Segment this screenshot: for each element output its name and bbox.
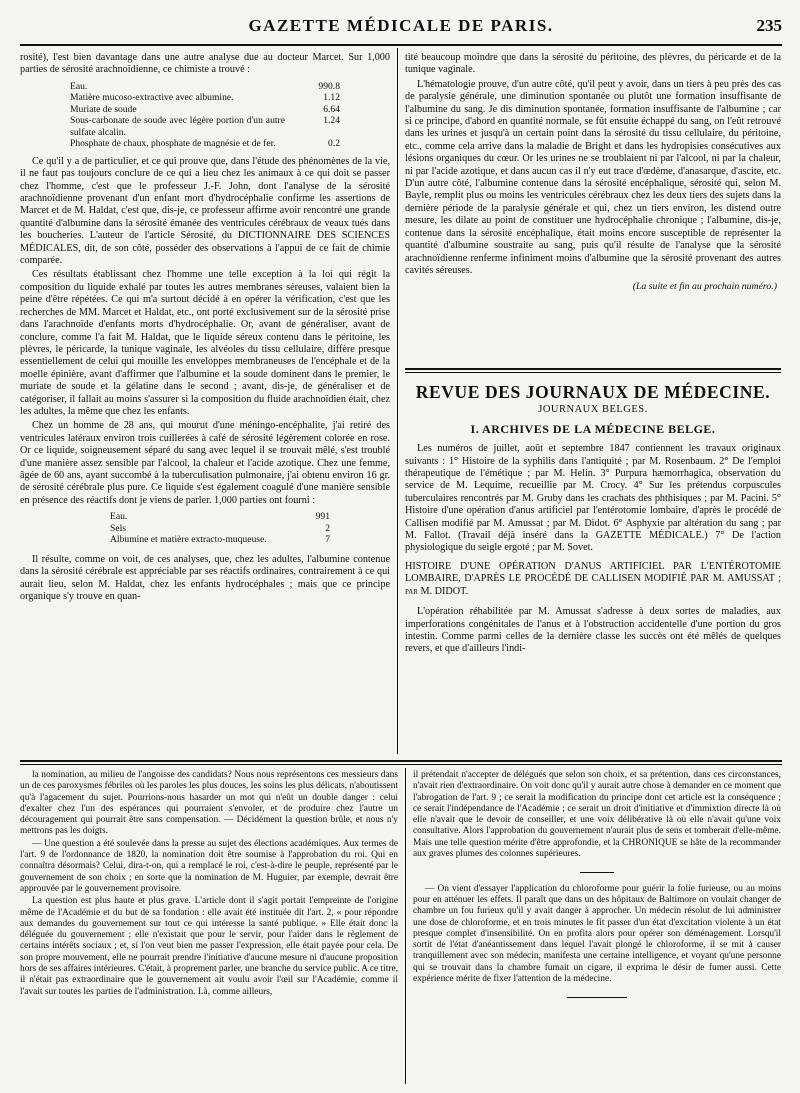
table-value: 0.2 [328, 138, 340, 150]
paragraph: — Une question a été soulevée dans la presse au sujet des élections académiques. Aux termes de l'art. 9 de l'ordonnance de 1820, la nomination doit être soumise à l'approbation du roi. Qui en connaîtra désormais? Celui, dira-t-on, qui a remplacé le roi, c'est-à-dire le peuple, représenté par le gouvernement de son choix ; en sorte que la nomination de M. Huguier, par exemple, devrait être approuvée par le gouvernement provisoire. [20, 838, 398, 894]
table-row [70, 115, 340, 138]
article-title: HISTOIRE D'UNE OPÉRATION D'ANUS ARTIFICIEL PAR L'ENTÉROTOMIE LOMBAIRE, D'APRÈS LE PROCÉDÉ DE CALLISEN MODIFIÉ PAR M. AMUSSAT ; par M. DIDOT. [405, 560, 781, 597]
paragraph: Ces résultats établissant chez l'homme une telle exception à la loi qui régit la composition du liquide exhalé par toutes les autres membranes séreuses, valaient bien la peine d'être répétées. Ce qui m'a surtout décidé à en opérer la vérification, c'est que les recherches de MM. Marcet et Haldat, etc., ont porté exclusivement sur de la sérosité prise dans l'arachnoïde d'enfants morts d'hydrocéphalie. Or, avant de généraliser, avant de conclure, comme l'a fait M. Haldat, que le liquide séreux contenu dans le péritoine, les plèvres, le péricarde, la tunique vaginale, les alvéoles du tissu cellulaire, diffère presque essentiellement de celui qui mouille les enveloppes membraneuses de l'encéphale et de la moelle épinière, avant d'affirmer que l'albumine et la soude dominent dans le premier, le muriate de soude et la gélatine dans le second ; avant, dis-je, de généraliser et de catégoriser, il fallait au moins s'assurer si la composition du fluide arachnoïdien était, chez les adultes, la même que chez les enfants. [20, 269, 390, 417]
paragraph: L'opération réhabilitée par M. Amussat s'adresse à deux sortes de maladies, aux imperforations congénitales de l'anus et à l'obstruction accidentelle d'une portion du gros intestin. Comme parmi celles de la dernière classe les succès ont été mêlés de quelques revers, et que d'ailleurs l'indi- [405, 606, 781, 655]
chronicle-rule [20, 760, 782, 762]
journal-title: GAZETTE MÉDICALE DE PARIS. [248, 16, 554, 35]
left-column [20, 52, 390, 605]
header-rule [20, 44, 782, 46]
subsection-heading: JOURNAUX BELGES. [538, 404, 648, 416]
paragraph: Ce qu'il y a de particulier, et ce qui prouve que, dans l'étude des phénomènes de la vie, il ne faut pas toujours conclure de ce qui a lieu chez les animaux à ce qui doit se passer chez l'homme, c'est que le professeur J.-F. John, dont l'analyse de la sérosité arachnoïdienne provenant d'un enfant mort d'hydrocéphalie confirme les assertions de Marcet et de M. Haldat, c'est que, dis-je, ce professeur affirme avoir rencontré une grande quantité d'albumine dans la sérosité émanée des ventricules cérébraux de veaux tués dans les boucheries. L'auteur de l'article Sérosité, du DICTIONNAIRE DES SCIENCES MÉDICALES, dit, de son côté, posséder des observations à l'appui de ce fait de chimie comparée. [20, 155, 390, 267]
analysis-table-marcet [70, 81, 340, 150]
table-row [70, 81, 340, 93]
table-value: 991 [315, 511, 330, 523]
table-label: Eau. [70, 80, 88, 92]
chronicle-rule-thin [20, 764, 782, 765]
table-value: 6.64 [323, 103, 340, 115]
table-label: Sous-carbonate de soude avec légère portion d'un autre sulfate alcalin. [70, 115, 285, 138]
table-value: 1.24 [323, 115, 340, 127]
paragraph: tité beaucoup moindre que dans la sérosité du péritoine, des plèvres, du péricarde et de la tunique vaginale. [405, 52, 781, 76]
table-value: 7 [325, 534, 330, 546]
continuation-note: (La suite et fin au prochain numéro.) [632, 281, 777, 293]
separator-dash [413, 866, 781, 877]
paragraph: — On vient d'essayer l'application du chloroforme pour guérir la folie furieuse, ou au moins pour en atténuer les effets. Il paraît que dans un des hôpitaux de Baltimore on voulait changer de chambre un fou furieux qu'il y avait danger à approcher. Un médecin résolut de lui administrer une dose de chloroforme, et en trois minutes le fit passer d'un état d'excitation violente à un état presque complet d'insensibilité. On en profita alors pour opérer son déménagement. Lorsqu'il sortit de l'état d'anéantissement dans lequel l'avait plongé le chloroforme, il se mit à causer tranquillement avec son médecin, manifesta une certaine intelligence, et voyant qu'une personne qui se trouvait dans la chambre fumait un cigare, il exprima le désir de fumer aussi. Cette expérience mérite de fixer l'attention de la médecine. [413, 883, 781, 985]
table-row [110, 534, 330, 546]
chronicle-right-column [413, 770, 781, 1009]
section-heading: REVUE DES JOURNAUX DE MÉDECINE. [415, 382, 771, 402]
paragraph: la nomination, au milieu de l'angoisse des candidats? Nous nous représentons ces messieurs dans un de ces paroxysmes fébriles où les paroles les plus douces, les soins les plus délicats, n'aboutissent qu'à l'agacement du sujet. Pourrions-nous hasarder un mot qui n'eût un double danger : celui d'exalter chez l'un des espérances qui pourraient s'envoler, et de produire chez l'autre un découragement qui pourrait être sans compensation. — Décidément la question brûle, et nous n'y mettrons pas les doigts. [20, 770, 398, 837]
table-row [70, 138, 340, 150]
table-row [110, 523, 330, 535]
paragraph: Il résulte, comme on voit, de ces analyses, que, chez les adultes, l'albumine contenue dans la sérosité cérébrale est appréciable par ses réactifs ordinaires, contrairement à ce qui aurait lieu, selon M. Haldat, chez les enfants hydrocéphales ; mais que ce principe organique s'y trouve en quan- [20, 553, 390, 602]
table-row [70, 92, 340, 104]
review-section [405, 378, 781, 658]
paragraph: La question est plus haute et plus grave. L'article dont il s'agit portait l'empreinte de l'origine même de l'Académie et du but de sa fondation : elle avait été instituée dit l'art. 2, « pour répondre aux demandes du gouvernement sur tout ce qui intéresse la santé publique. » Elle était donc la déléguée du gouvernement ; elle n'existait que pour le servir, pour l'aider dans le règlement de certains intérêts sociaux ; et, si l'on veut bien me passer l'expression, elle était payée pour cela. De son propre mouvement, elle ne pourrait prendre l'initiative d'aucune mesure ni d'aucune proposition hors de ses affaires intérieures. C'était, à proprement parler, une branche du service public. A ce titre, il n'était pas extraordinaire que le gouvernement ait voulu avoir l'œil sur l'Académie, comme il l'avait sur toutes les parties de l'administration. Là, comme ailleurs, [20, 896, 398, 997]
separator-dash [413, 991, 781, 1002]
column-divider-top [397, 48, 398, 754]
table-row [110, 511, 330, 523]
table-label: Matière mucoso-extractive avec albumine. [70, 92, 234, 104]
section-rule-thin [405, 372, 781, 373]
table-label: Albumine et matière extracto-muqueuse. [110, 534, 267, 546]
paragraph: Chez un homme de 28 ans, qui mourut d'une méningo-encéphalite, j'ai retiré des ventricules latéraux environ trois cuillerées à café de sérosité légèrement colorée en rose. Or ce liquide, soigneusement séparé du sang avec lequel il se trouvait mêlé, s'est troublé d'une manière assez sensible par l'alcool, la chaleur et l'acide azotique. Chez une femme, âgée de 60 ans, ayant succombé à la tuberculisation pulmonaire, j'ai obtenu environ 16 gr. de sérosité cérébrale plus pure. Ce liquide s'est également coagulé d'une manière sensible en présence des réactifs dont je viens de parler. 1,000 parties ont fourni : [20, 420, 390, 506]
paragraph: Les numéros de juillet, août et septembre 1847 contiennent les travaux originaux suivants : 1° Histoire de la syphilis dans l'antiquité ; par M. Rosenbaum. 2° De l'emploi thérapeutique de l'émétique ; par M. Helin. 3° Purpura hæmorrhagica, observation du service de M. Lequime, recueillie par M. Crocy. 4° Sur les prétendus corpuscules tuberculaires rencontrés par M. Gruby dans les crachats des phthisiques ; par M. Pacini. 5° Histoire d'une opération d'anus artificiel par l'entérotomie lombaire, d'après le procédé de Callisen modifié par M. Amussat ; par M. Didot. 6° Asphyxie par altération du sang ; par M. Fallot. (Travail déjà inséré dans la GAZETTE MÉDICALE.) 7° De l'action physiologique du seigle ergoté ; par M. Sovet. [405, 443, 781, 554]
journal-heading: I. ARCHIVES DE LA MÉDECINE BELGE. [470, 421, 716, 436]
table-row [70, 104, 340, 116]
table-label: Muriate de soude [70, 103, 137, 115]
chronicle-left-column [20, 770, 398, 999]
paragraph: il prétendait n'accepter de délégués que selon son choix, et sa prétention, dans ces circonstances, n'avait rien d'extraordinaire. On voit donc qu'il y aurait autre chose à demander en ce moment que l'abrogation de l'art. 9 ; ce serait la modification du principe dont cet article est la conséquence ; ce serait l'indépendance de l'Académie ; ce serait un droit d'initiative et d'immixtion directe là où elle n'avait que le devoir de conseiller, et une voix délibérative là où elle n'avait qu'une voix consultative. Alors l'approbation du gouvernement n'aurait plus de sens et tomberait d'elle-même. Mais une telle question mérite d'être approfondie, et la CHRONIQUE se hâte de la recommander aux graves plumes des colonnes supérieures. [413, 770, 781, 860]
section-rule [405, 368, 781, 370]
table-label: Eau. [110, 511, 128, 523]
right-column [405, 52, 781, 294]
page-header [20, 14, 782, 40]
column-divider-bottom [405, 768, 406, 1084]
table-value: 1.12 [323, 92, 340, 104]
table-label: Sels [110, 522, 126, 534]
table-value: 990.8 [318, 80, 340, 92]
page-number: 235 [756, 16, 782, 35]
table-value: 2 [325, 522, 330, 534]
paragraph: rosité), l'est bien davantage dans une autre analyse due au docteur Marcet. Sur 1,000 parties de sérosité arachnoïdienne, ce chimiste a trouvé : [20, 52, 390, 76]
table-label: Phosphate de chaux, phosphate de magnésie et de fer. [70, 138, 276, 150]
paragraph: L'hématologie prouve, d'un autre côté, qu'il peut y avoir, dans un tiers à peu près des cas de paralysie générale, une diminution spontanée ou plutôt une formation insuffisante de l'albumine du sang. Je dis diminution spontanée, formation insuffisante de l'albumine ; car si ce principe, d'abord en quantité normale, se fût ensuite échappé du sang, on l'eût retrouvé dans les urines et jusqu'à un certain point dans la sérosité du tissu cellulaire, du péritoine, etc., comme cela arrive dans la maladie de Bright et dans les hydropisies consécutives aux lésions organiques du cœur. Or les urines ne se troublaient ni par l'alcool, ni par la chaleur, ni par l'acide azotique, et dans aucun cas il n'y eut trace d'œdème, d'anasarque, d'ascite, etc. D'un autre côté, l'albumine contenue dans la sérosité encéphalique, sérosité qui, selon M. Bayle, remplit plus ou moins les ventricules cérébraux chez les deux tiers des sujets dans la dernière période de la paralysie générale et qui, chez un tiers environ, les distend outre mesure, les dilate au point de constituer une hydrocéphalie chronique ; l'albumine, dis-je, contenue dans la sérosité encéphalique, était moins encore susceptible de représenter la quantité d'albumine soustraite au sang, puis qu'il résulte de l'analyse que la sérosité arachnoïdienne renferme infiniment moins d'albumine que la sérosité provenant des autres cavités séreuses. [405, 78, 781, 276]
analysis-table-adult [110, 511, 330, 546]
